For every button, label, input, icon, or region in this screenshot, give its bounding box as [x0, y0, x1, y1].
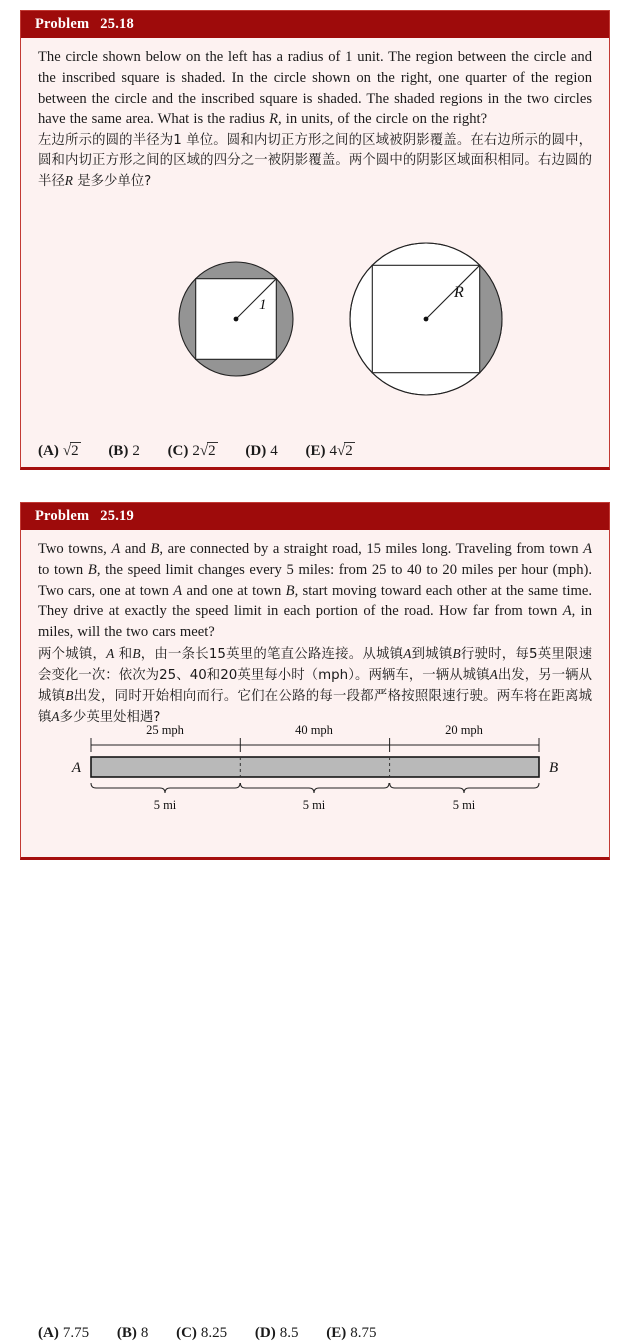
road-bar — [91, 757, 539, 777]
problem-body-25-19 — [21, 530, 609, 728]
speed-label-1: 25 mph — [146, 723, 184, 737]
speed-label-2: 40 mph — [295, 723, 333, 737]
road-diagram-svg — [21, 721, 609, 817]
answer-choices-25-18 — [38, 443, 379, 460]
choice-e-label: (E) — [326, 1325, 347, 1341]
problem-box-25-19 — [20, 502, 610, 1341]
choice-e-label: (E) — [305, 443, 326, 459]
choice-c-label: (C) — [176, 1325, 197, 1341]
answer-choices-25-19 — [38, 1325, 400, 1342]
choice-a-value: √2 — [62, 443, 79, 459]
choice-d-label: (D) — [254, 1325, 276, 1341]
problem-header-25-18 — [21, 11, 609, 38]
speed-label-3: 20 mph — [445, 723, 483, 737]
left-circle-figure — [179, 262, 293, 376]
choice-a-label: (A) — [38, 443, 59, 459]
problem-box-25-18 — [20, 10, 610, 470]
right-radius-label: R — [454, 284, 464, 301]
road-top-rule — [91, 738, 539, 752]
town-b-label: B — [549, 760, 559, 776]
choice-a-value: 7.75 — [62, 1325, 90, 1341]
problem-header-number-2: 25.19 — [100, 508, 134, 524]
choice-b-value: 2 — [132, 443, 140, 459]
problem-text-en-25-19: Two towns, A and B, are connected by a straight road, 15 miles long. Traveling from town A to town B, the speed limit changes every 5 miles: from 25 to 40 to 20 miles per hour (mph). Two cars, one at town A and one at town B, start moving toward each other at the same time. They drive at exactly the speed limit in each portion of the road. How far from town A, in miles, will the two cars meet? — [38, 541, 593, 640]
choice-e[interactable] — [305, 443, 354, 460]
choice-e[interactable] — [326, 1325, 376, 1342]
right-shaded-segment — [480, 265, 502, 372]
problem-text-zh-25-19: 两个城镇，A 和B，由一条长15英里的笔直公路连接。从城镇A到城镇B行驶时，每5英里限速会变化一次：依次为25、40和20英里每小时（mph）。两辆车，一辆从城镇A出发，另一辆从城镇B出发，同时开始相向而行。它们在公路的每一段都严格按照限速行驶。两车将在距离城镇A多少英里处相遇? — [38, 645, 593, 726]
right-center-dot — [424, 317, 429, 322]
problem-text-en-25-18: The circle shown below on the left has a radius of 1 unit. The region between the circle and the inscribed square is shaded. In the circle shown on the right, one quarter of the region between the circle and the inscribed square is shaded. The shaded regions in the two circles have the same area. What is the radius R, in units, of the circle on the right? — [38, 49, 592, 128]
figure-road-diagram — [21, 721, 609, 817]
choice-b[interactable] — [108, 443, 140, 460]
problem-header-word: Problem — [35, 16, 90, 32]
choice-e-value: 8.75 — [350, 1325, 377, 1341]
right-circle-figure — [350, 243, 502, 395]
road-bottom-braces — [91, 783, 539, 793]
choice-a-label: (A) — [38, 1325, 59, 1341]
distance-label-1: 5 mi — [153, 798, 177, 812]
choice-c-value: 2√2 — [192, 443, 216, 459]
left-radius-label: 1 — [259, 297, 267, 313]
choice-b-label: (B) — [108, 443, 129, 459]
choice-b[interactable] — [117, 1325, 149, 1342]
problem-header-word-2: Problem — [35, 508, 90, 524]
choice-e-value: 4√2 — [329, 443, 353, 459]
two-circles-svg — [21, 229, 609, 409]
choice-d-value: 4 — [270, 443, 278, 459]
choice-d[interactable] — [245, 443, 277, 460]
problem-header-number: 25.18 — [100, 16, 134, 32]
choice-b-value: 8 — [140, 1325, 149, 1341]
problem-body-25-18 — [21, 38, 609, 192]
left-center-dot — [234, 317, 239, 322]
figure-two-circles — [21, 229, 609, 409]
choice-a[interactable] — [38, 1325, 89, 1342]
problem-text-zh-25-18: 左边所示的圆的半径为1 单位。圆和内切正方形之间的区域被阴影覆盖。在右边所示的圆中，圆和内切正方形之间的区域的四分之一被阴影覆盖。两个圆中的阴影区域面积相同。右边圆的半径R 是多少单位? — [38, 133, 592, 190]
choice-d[interactable] — [255, 1325, 299, 1342]
distance-label-3: 5 mi — [452, 798, 476, 812]
choice-c-value: 8.25 — [200, 1325, 228, 1341]
choice-d-label: (D) — [245, 443, 267, 459]
choice-d-value: 8.5 — [279, 1325, 299, 1341]
choice-a[interactable] — [38, 443, 81, 460]
choice-c-label: (C) — [167, 443, 189, 459]
problem-header-25-19 — [21, 503, 609, 530]
town-a-label: A — [71, 760, 81, 776]
choice-c[interactable] — [168, 443, 218, 460]
distance-label-2: 5 mi — [302, 798, 326, 812]
choice-b-label: (B) — [116, 1325, 137, 1341]
choice-c[interactable] — [176, 1325, 227, 1342]
